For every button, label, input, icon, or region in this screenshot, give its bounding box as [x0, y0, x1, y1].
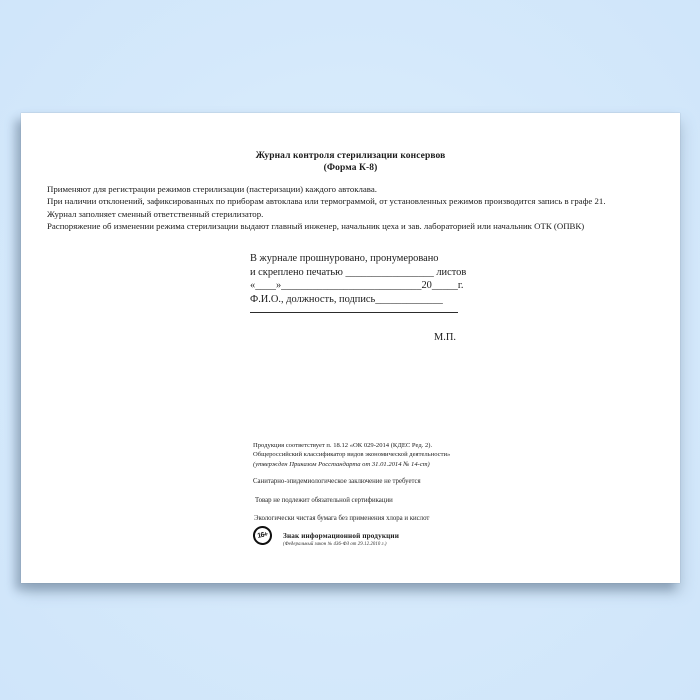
document-header	[21, 150, 680, 174]
binding-line-4: Ф.И.О., должность, подпись_____________	[250, 293, 443, 305]
intro-paragraph	[47, 183, 676, 232]
okved-approval-line: (утвержден Приказом Росстандарта от 31.01.2014 № 14-ст)	[253, 460, 430, 468]
eco-paper-note: Экологически чистая бумага без применения хлора и кислот	[254, 515, 430, 523]
age-16-icon	[251, 524, 273, 546]
compliance-block	[253, 441, 450, 524]
certification-note: Товар не подлежит обязательной сертификации	[255, 496, 393, 504]
binding-line-1: В журнале прошнуровано, пронумеровано	[250, 253, 439, 264]
form-code-subtitle: (Форма К-8)	[323, 163, 378, 173]
okved-line-2: Общероссийский классификатор видов экономической деятельности»	[253, 451, 451, 459]
intro-line: Журнал заполняет сменный ответственный стерилизатор.	[47, 208, 264, 219]
binding-statement-block	[250, 252, 467, 345]
document-page	[21, 113, 680, 583]
info-product-caption	[283, 526, 399, 547]
info-product-label: Знак информационной продукции	[283, 532, 400, 540]
age-16-label: 16+	[256, 531, 269, 540]
binding-line-3: «____»___________________________20_____г.	[250, 280, 464, 292]
okved-line-1: Продукция соответствует п. 18.12 «ОК 029-2014 (КДЕС Ред. 2).	[253, 442, 433, 449]
signature-rule	[250, 312, 458, 313]
law-reference: (Федеральный закон № 436-ФЗ от 29.12.2010 г.)	[283, 541, 387, 547]
stamp-place-label: М.П.	[434, 332, 456, 344]
sanitary-note: Санитарно-эпидемиологическое заключение не требуется	[253, 477, 421, 485]
binding-line-2: и скреплено печатью _________________ листов	[250, 266, 467, 278]
document-title: Журнал контроля стерилизации консервов	[255, 151, 446, 161]
intro-line: Применяют для регистрации режимов стерилизации (пастеризации) каждого автоклава.	[47, 184, 377, 194]
intro-line: При наличии отклонений, зафиксированных по приборам автоклава или термограммой, от установленных режимов производится запись в графе 21.	[47, 196, 606, 207]
age-rating-badge	[253, 526, 399, 547]
intro-line: Распоряжение об изменении режима стерилизации выдают главный инженер, начальник цеха и зав. лабораторией или начальник ОТК (ОПВК)	[47, 220, 585, 231]
